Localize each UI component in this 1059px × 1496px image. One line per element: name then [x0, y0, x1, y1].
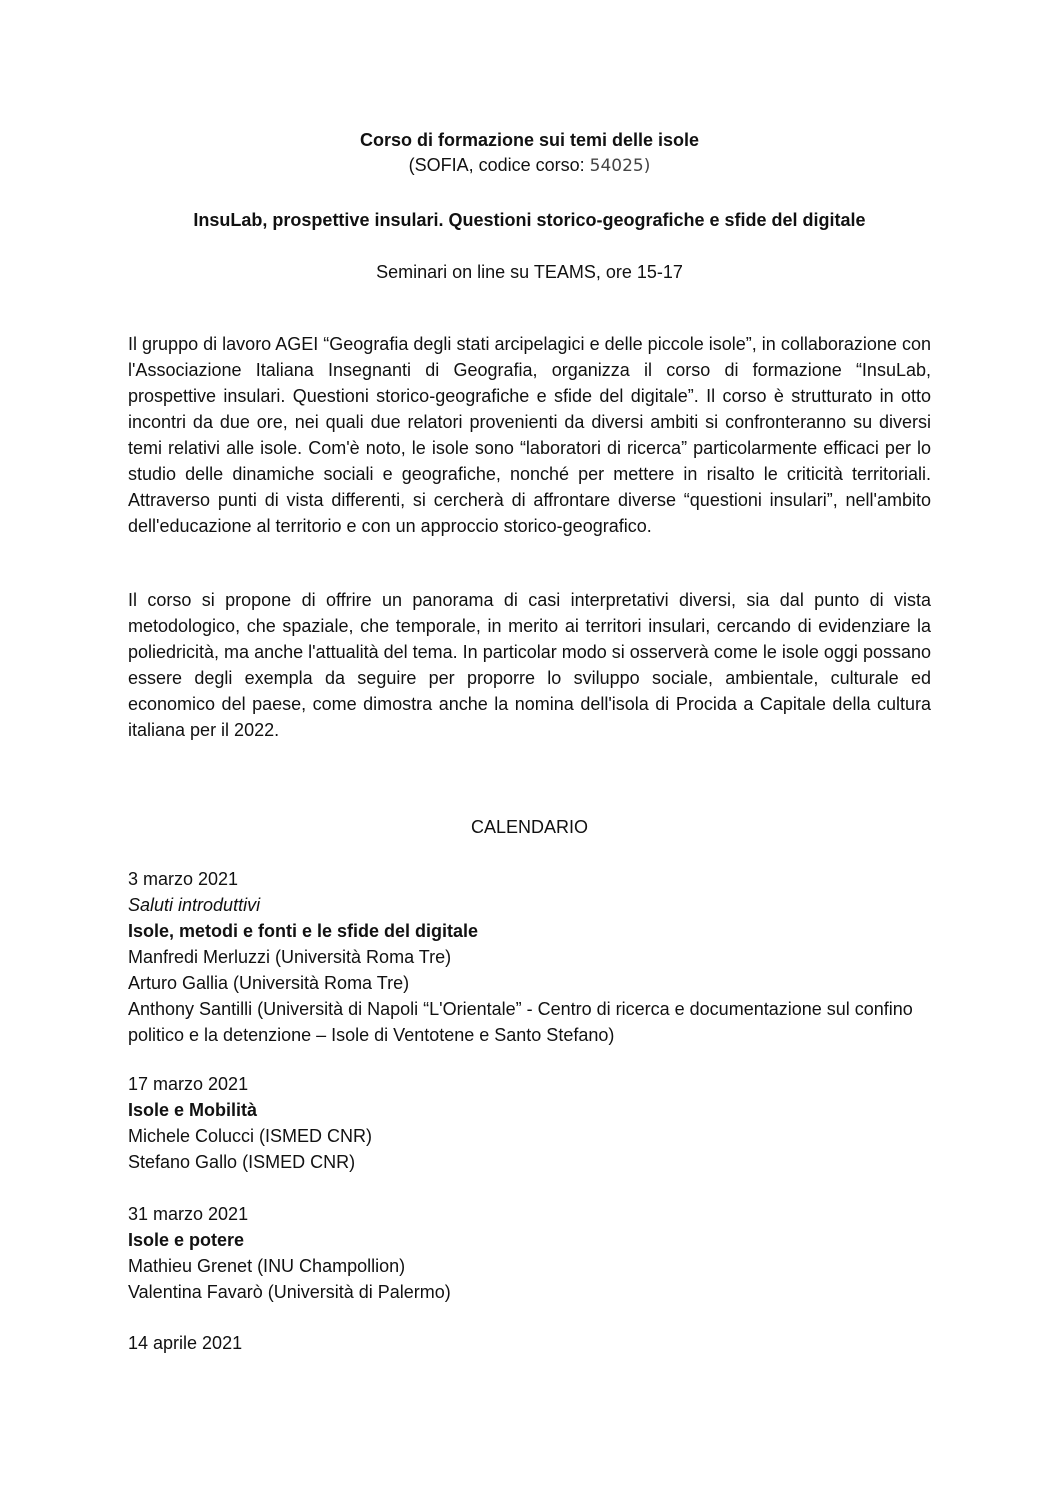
event-date: 14 aprile 2021	[128, 1333, 243, 1353]
event-topic: Isole e Mobilità	[128, 1100, 258, 1120]
event-speaker: Arturo Gallia (Università Roma Tre)	[128, 973, 410, 993]
course-code: 54025)	[589, 156, 651, 176]
event-speaker: Mathieu Grenet (INU Champollion)	[128, 1256, 406, 1276]
course-subtitle: InsuLab, prospettive insulari. Questioni storico-geografiche e sfide del digitale	[193, 210, 866, 230]
calendar-event	[128, 1071, 948, 1175]
event-speaker: Stefano Gallo (ISMED CNR)	[128, 1152, 356, 1172]
calendar-event	[128, 1330, 948, 1356]
event-speaker: Anthony Santilli (Università di Napoli “L'Orientale” - Centro di ricerca e documentazione sul confino politico e la detenzione – Isole di Ventotene e Santo Stefano)	[128, 999, 913, 1045]
course-code-prefix: (SOFIA, codice corso:	[408, 155, 590, 175]
event-date: 3 marzo 2021	[128, 869, 239, 889]
event-topic: Isole, metodi e fonti e le sfide del digitale	[128, 921, 479, 941]
event-date: 17 marzo 2021	[128, 1074, 249, 1094]
description-paragraph: Il corso si propone di offrire un panorama di casi interpretativi diversi, sia dal punto di vista metodologico, che spaziale, che temporale, in merito ai territori insulari, cercando di evidenziare la poliedricità, ma anche l'attualità del tema. In particolar modo si osserverà come le isole oggi possano essere degli exempla da seguire per proporre lo sviluppo sociale, ambientale, culturale ed economico del paese, come dimostra anche la nomina dell'isola di Procida a Capitale della cultura italiana per il 2022.	[128, 590, 931, 740]
calendar-event	[128, 866, 948, 1048]
event-speaker: Manfredi Merluzzi (Università Roma Tre)	[128, 947, 452, 967]
calendar-heading: CALENDARIO	[470, 817, 589, 837]
calendar-event	[128, 1201, 948, 1305]
event-speaker: Michele Colucci (ISMED CNR)	[128, 1126, 373, 1146]
event-topic: Isole e potere	[128, 1230, 245, 1250]
event-speaker: Valentina Favarò (Università di Palermo)	[128, 1282, 451, 1302]
course-title: Corso di formazione sui temi delle isole	[359, 130, 700, 150]
course-code-line	[128, 153, 931, 179]
seminar-info: Seminari on line su TEAMS, ore 15-17	[376, 262, 683, 282]
event-intro: Saluti introduttivi	[128, 895, 261, 915]
course-header	[128, 128, 931, 179]
intro-paragraph: Il gruppo di lavoro AGEI “Geografia degli stati arcipelagici e delle piccole isole”, in collaborazione con l'Associazione Italiana Insegnanti di Geografia, organizza il corso di formazione “InsuLab, prospettive insulari. Questioni storico-geografiche e sfide del digitale”. Il corso è strutturato in otto incontri da due ore, nei quali due relatori provenienti da diversi ambiti si confronteranno su diversi temi relativi alle isole. Com'è noto, le isole sono “laboratori di ricerca” particolarmente efficaci per lo studio delle dinamiche sociali e geografiche, nonché per mettere in risalto le criticità territoriali. Attraverso punti di vista differenti, si cercherà di affrontare diverse “questioni insulari”, nell'ambito dell'educazione al territorio e con un approccio storico-geografico.	[128, 334, 931, 536]
event-date: 31 marzo 2021	[128, 1204, 249, 1224]
